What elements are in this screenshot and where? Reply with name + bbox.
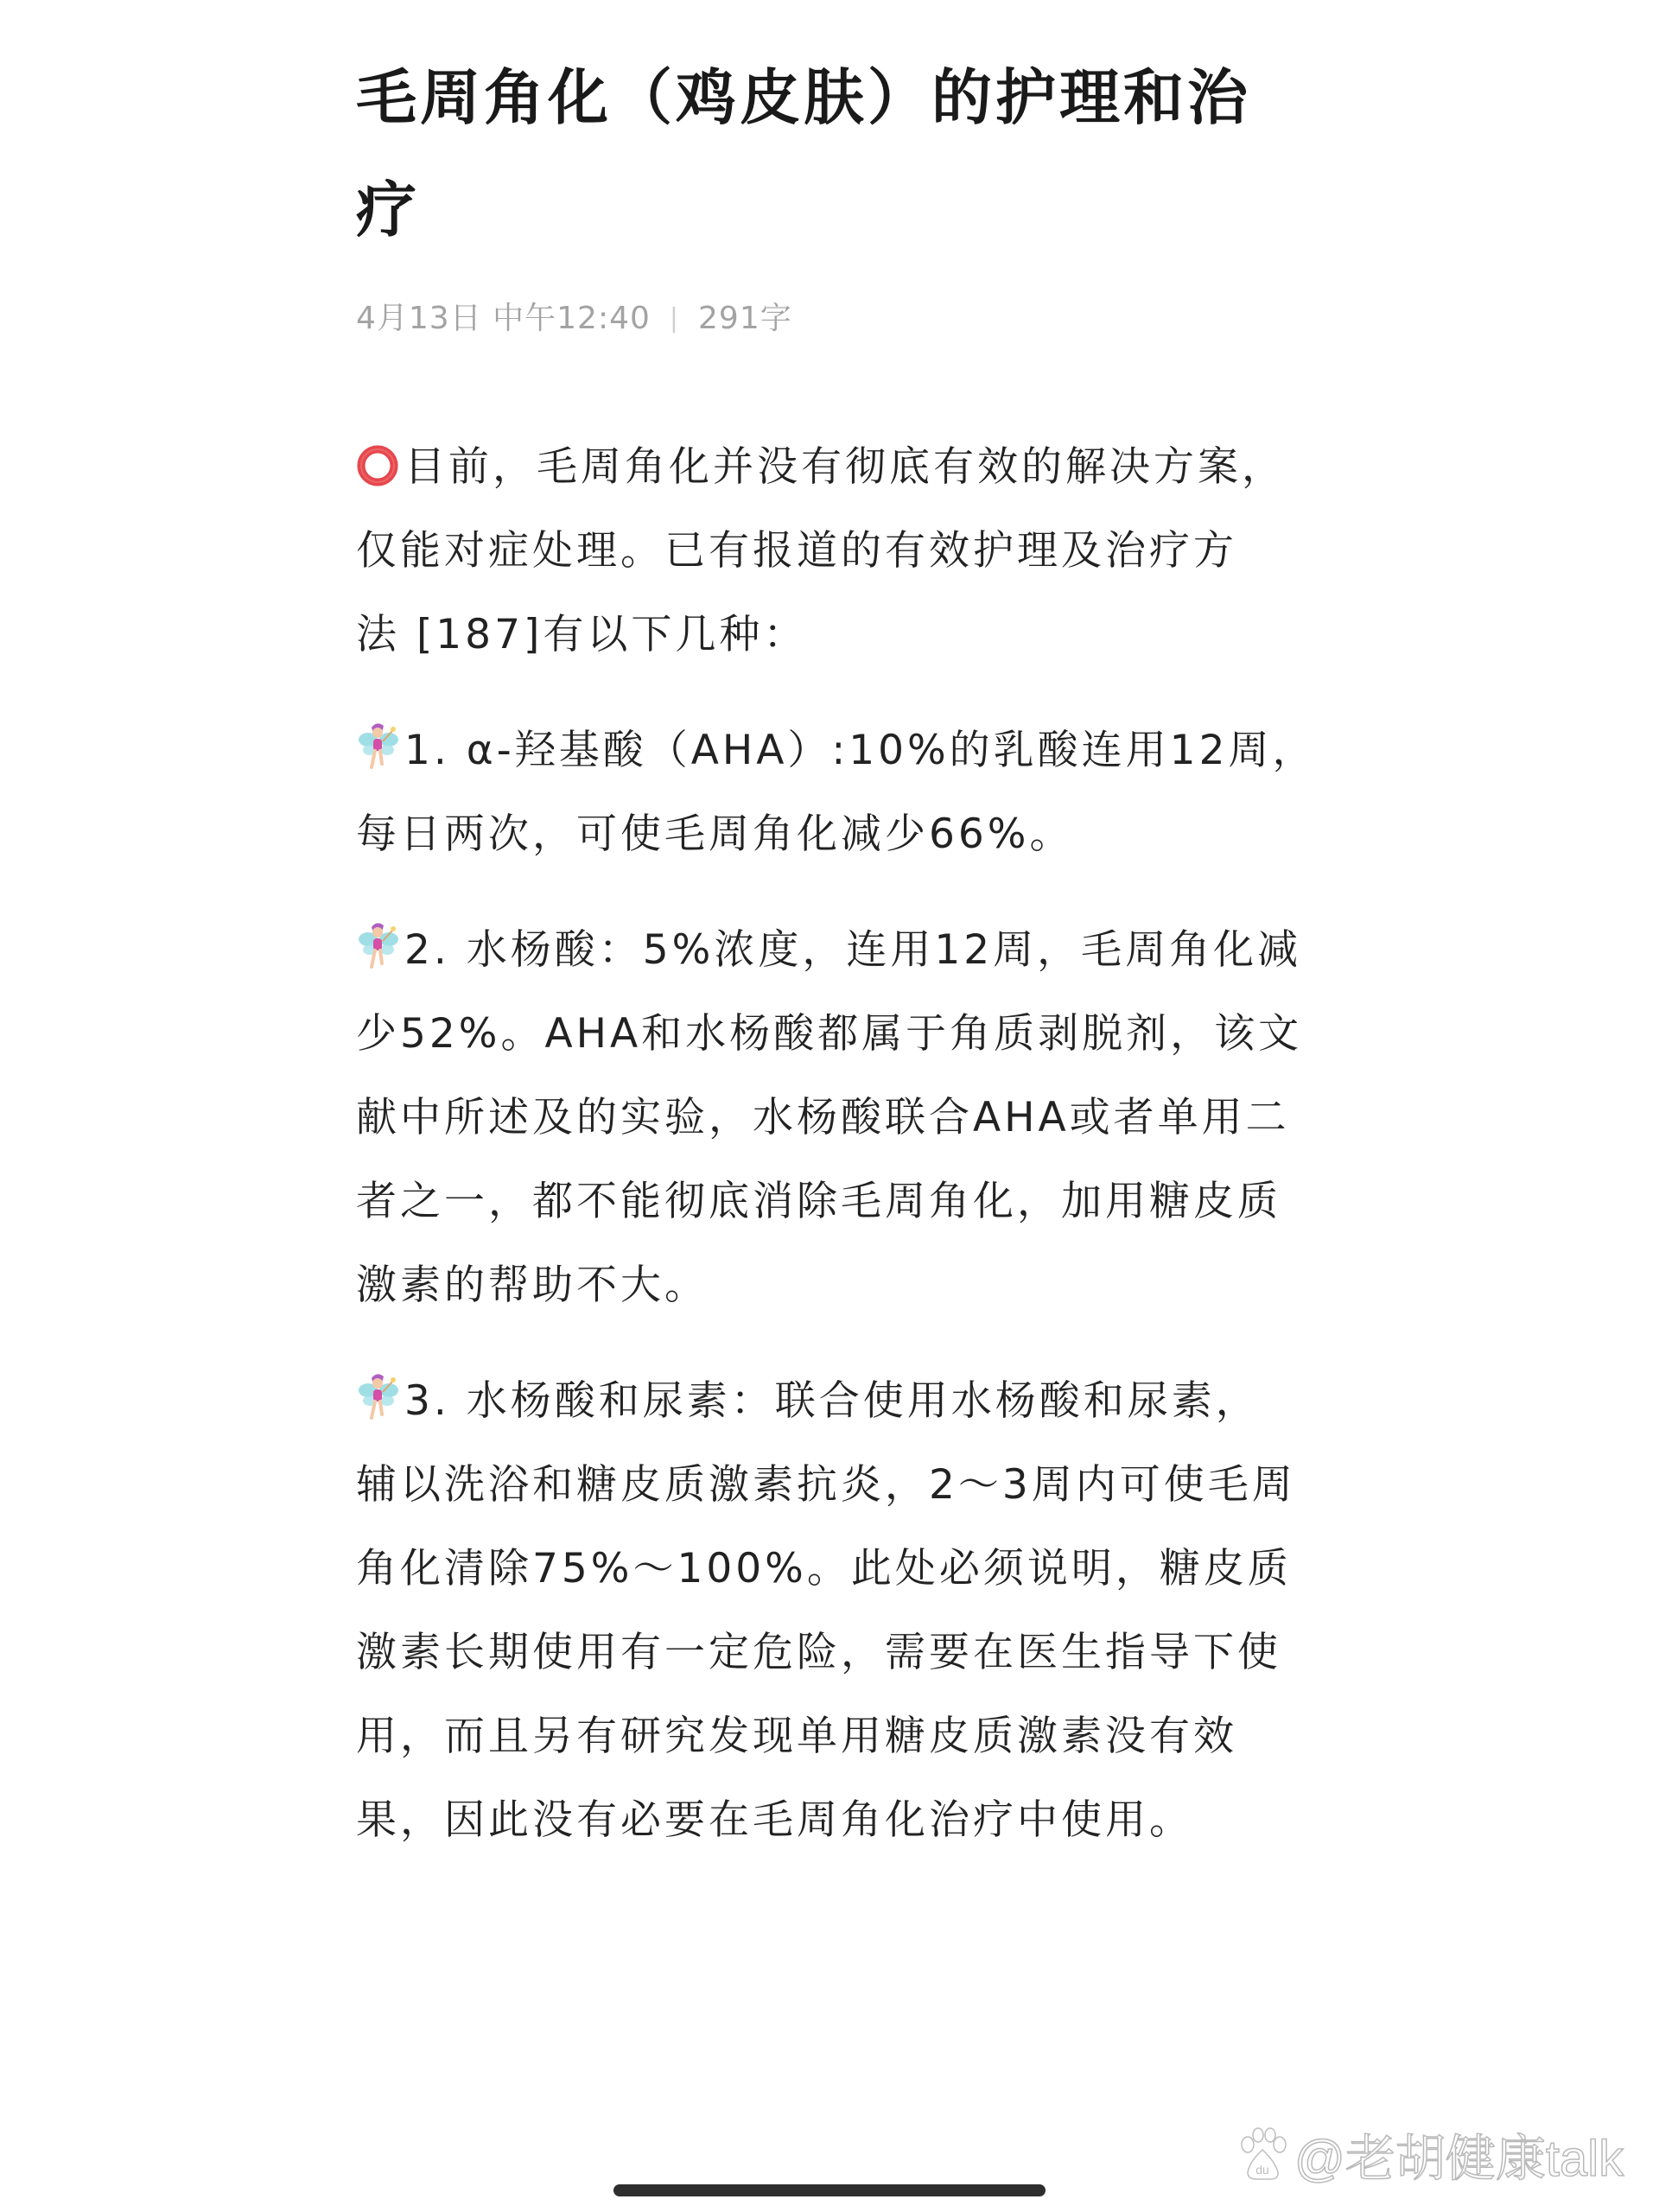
fairy-icon xyxy=(356,920,401,972)
paragraph-item-1 xyxy=(356,709,1341,876)
red-circle-icon xyxy=(356,444,399,487)
article xyxy=(356,0,1341,1894)
paragraph-line: 献中所述及的实验，水杨酸联合AHA或者单用二 xyxy=(356,1094,1290,1141)
paragraph-item-3 xyxy=(356,1359,1341,1862)
paragraph-line: 目前，毛周角化并没有彻底有效的解决方案， xyxy=(356,425,1341,509)
publish-date: 4月13日 中午12:40 xyxy=(356,301,651,336)
paragraph-line: 激素长期使用有一定危险，需要在医生指导下使 xyxy=(356,1629,1281,1676)
paragraph-line: 仅能对症处理。已有报道的有效护理及治疗方 xyxy=(356,527,1237,575)
paragraph-item-2 xyxy=(356,908,1341,1327)
paragraph-line: 少52%。AHA和水杨酸都属于角质剥脱剂，该文 xyxy=(356,1010,1303,1058)
title-line: 疗 xyxy=(356,175,420,245)
article-title xyxy=(356,0,1341,266)
baidu-paw-icon xyxy=(1237,2127,1287,2181)
paragraph-line: 果，因此没有必要在毛周角化治疗中使用。 xyxy=(356,1796,1193,1844)
home-indicator[interactable] xyxy=(613,2184,1046,2196)
paragraph-line: 激素的帮助不大。 xyxy=(356,1262,709,1309)
article-meta xyxy=(356,297,1341,340)
meta-separator: | xyxy=(669,303,680,334)
fairy-icon xyxy=(356,721,401,772)
paragraph-line: 每日两次，可使毛周角化减少66%。 xyxy=(356,810,1074,858)
paragraph-line: 角化清除75%～100%。此处必须说明，糖皮质 xyxy=(356,1545,1292,1592)
paragraph-line: 辅以洗浴和糖皮质激素抗炎，2～3周内可使毛周 xyxy=(356,1461,1296,1509)
paragraph-line: 1. α-羟基酸（AHA）:10%的乳酸连用12周， xyxy=(356,709,1341,792)
paragraph-line: 法 [187]有以下几种： xyxy=(356,611,808,658)
title-line: 毛周角化（鸡皮肤）的护理和治 xyxy=(356,62,1251,133)
paragraph-line: 3. 水杨酸和尿素：联合使用水杨酸和尿素， xyxy=(356,1359,1341,1443)
paragraph-line: 用，而且另有研究发现单用糖皮质激素没有效 xyxy=(356,1713,1237,1760)
watermark xyxy=(1237,2124,1624,2187)
article-body xyxy=(356,425,1341,1862)
word-count: 291字 xyxy=(698,301,792,336)
paragraph-line: 2. 水杨酸：5%浓度，连用12周，毛周角化减 xyxy=(356,908,1341,992)
svg-text:du: du xyxy=(1255,2163,1269,2177)
paragraph-line: 者之一，都不能彻底消除毛周角化，加用糖皮质 xyxy=(356,1178,1281,1225)
watermark-text: @老胡健康talk xyxy=(1294,2131,1624,2187)
paragraph-intro xyxy=(356,425,1341,677)
fairy-icon xyxy=(356,1371,401,1423)
